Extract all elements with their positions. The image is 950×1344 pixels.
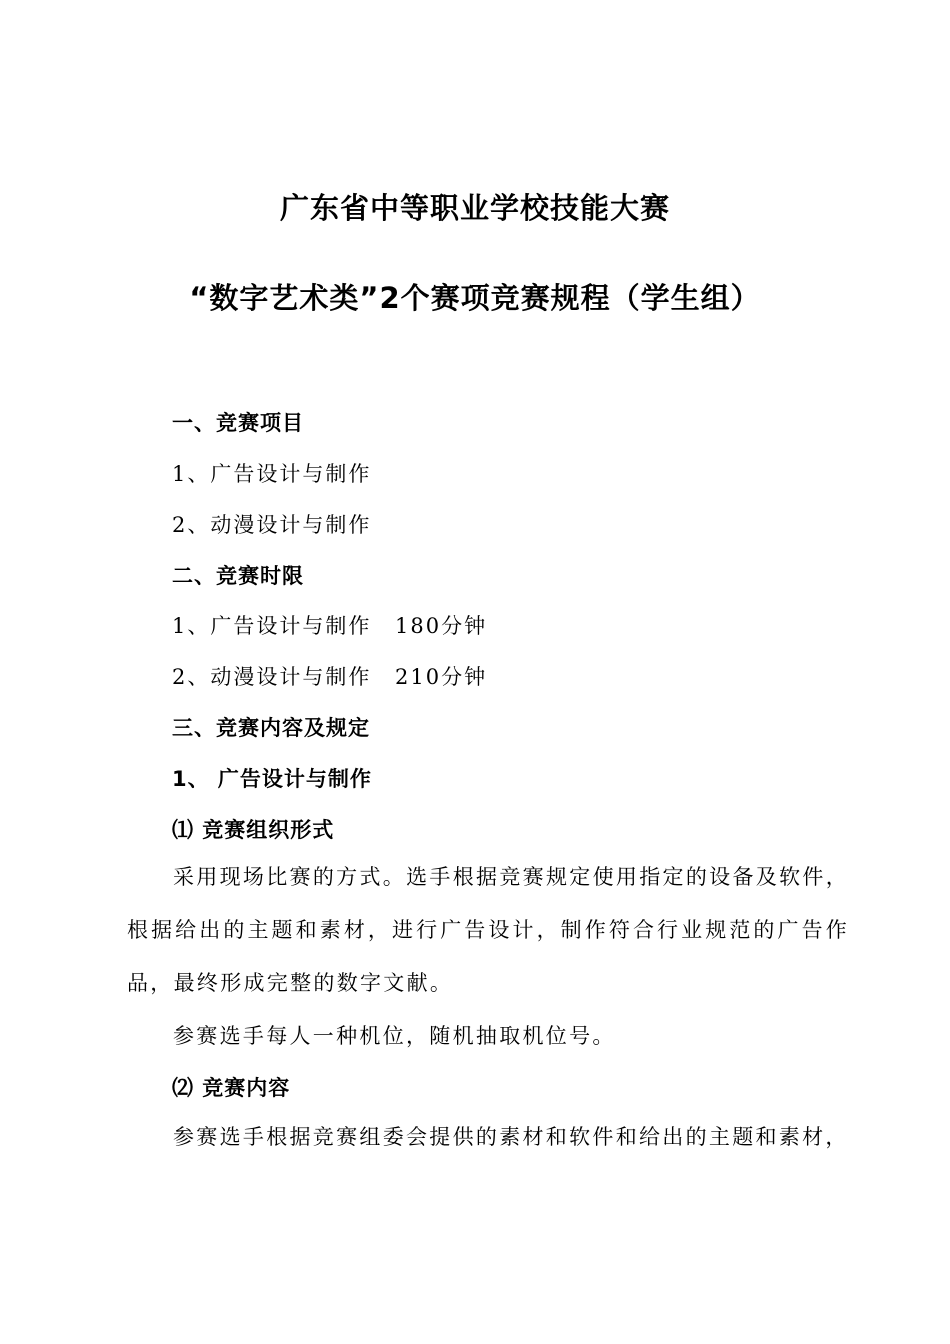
content-body [127,1111,849,1164]
paragraph: 采用现场比赛的方式。选手根据竞赛规定使用指定的设备及软件，根据给出的主题和素材，进行广告设计，制作符合行业规范的广告作品，最终形成完整的数字文献。 [127,865,849,995]
event-duration: 180分钟 [395,614,488,638]
paragraph: 参赛选手根据竞赛组委会提供的素材和软件和给出的主题和素材， [173,1125,849,1149]
time-limit-row [172,610,492,640]
document-title: 广东省中等职业学校技能大赛 [279,191,670,225]
event-duration: 210分钟 [395,665,488,689]
time-limit-row [172,661,492,691]
document-subtitle: “数字艺术类”2个赛项竞赛规程（学生组） [189,281,761,315]
event-name: 2、动漫设计与制作 [172,665,372,689]
list-item: 1、广告设计与制作 [172,462,372,486]
list-item: 2、动漫设计与制作 [172,513,372,537]
section-heading-time-limit: 二、竞赛时限 [172,564,304,588]
event-name: 1、广告设计与制作 [172,614,372,638]
section-heading-content: 三、竞赛内容及规定 [172,716,370,740]
section-heading-items: 一、竞赛项目 [172,411,304,435]
subsection-heading-ad-design: 1、 广告设计与制作 [172,767,372,791]
part-heading-content: ⑵ 竞赛内容 [172,1076,291,1100]
format-body [127,851,849,1063]
paragraph: 参赛选手每人一种机位，随机抽取机位号。 [173,1024,616,1048]
part-heading-format: ⑴ 竞赛组织形式 [172,818,335,842]
